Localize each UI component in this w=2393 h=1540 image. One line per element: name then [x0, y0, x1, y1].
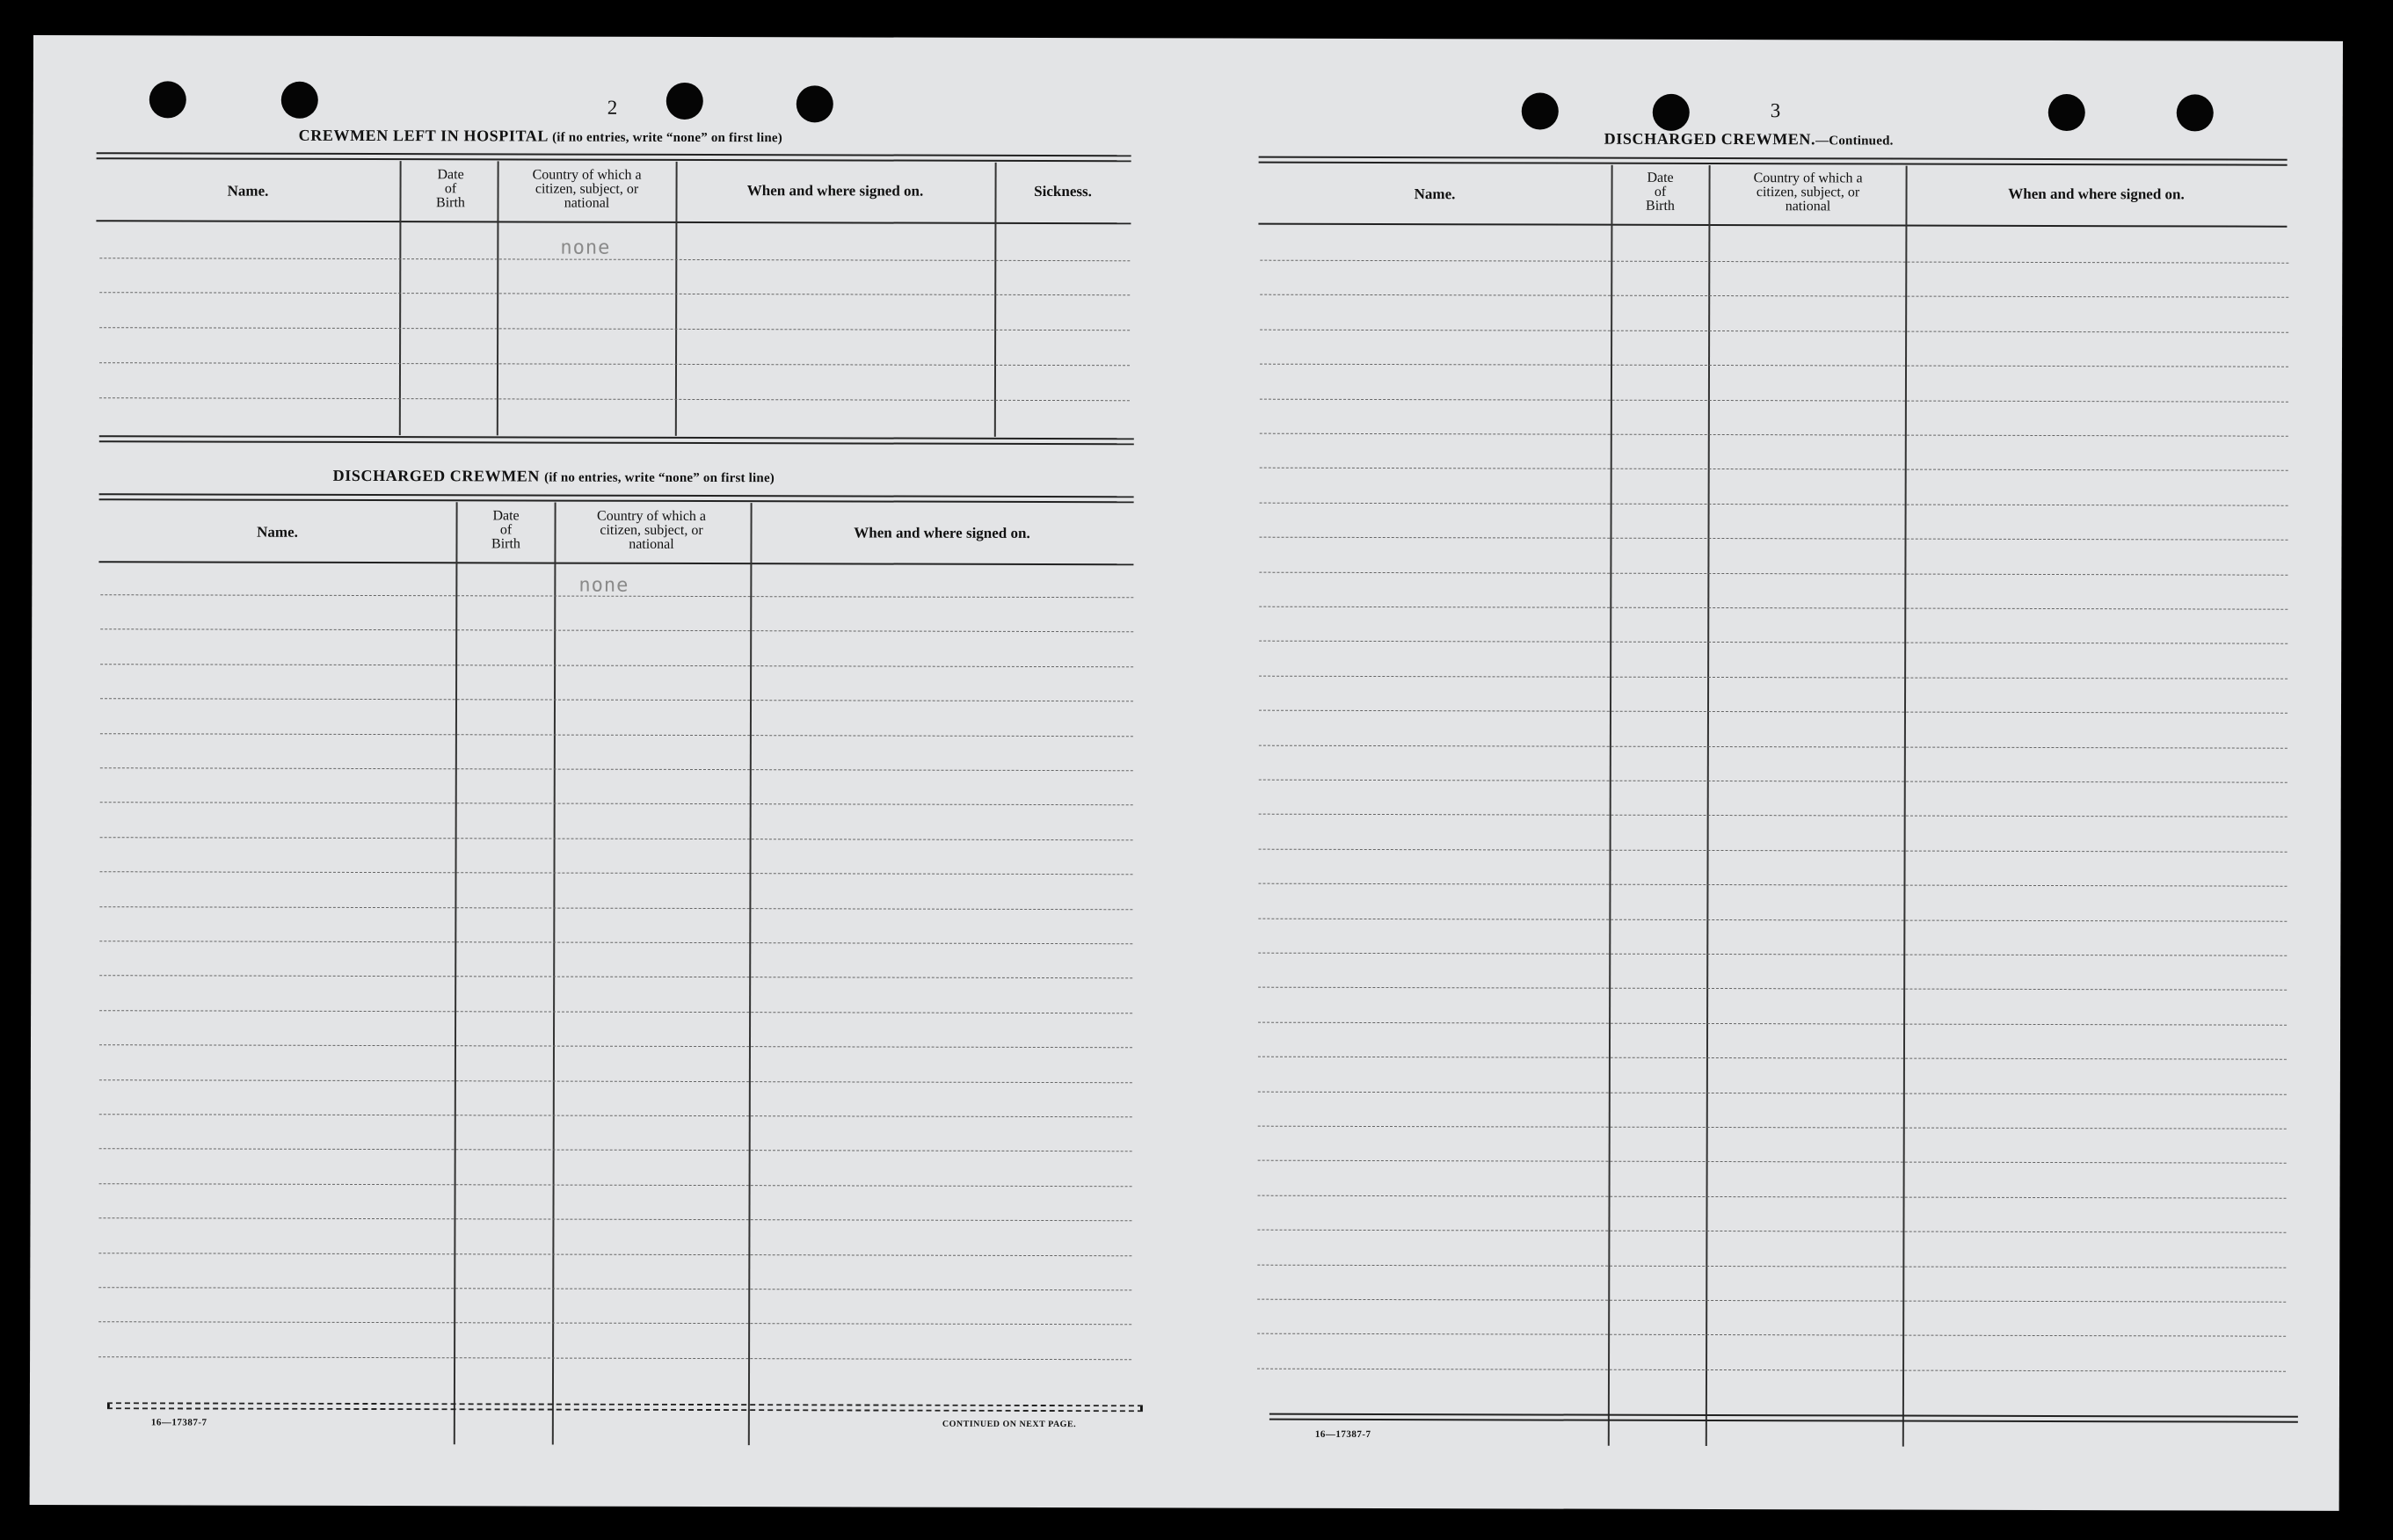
dashed-row: [1257, 1368, 2286, 1371]
discharged-col-divider: [552, 503, 556, 1445]
discharged-continued-title: [1604, 130, 1894, 149]
dashed-row: [1259, 641, 2288, 644]
right-col-divider: [1902, 166, 1908, 1447]
dashed-row: [1258, 987, 2287, 991]
dashed-row: [1259, 814, 2288, 817]
discharged-top-rule: [99, 493, 1134, 503]
dashed-row: [1257, 1230, 2286, 1233]
dashed-row: [1260, 537, 2288, 541]
discharged-col-country: Country of which a citizen, subject, or national: [597, 508, 707, 552]
page-number: 2: [607, 96, 618, 119]
dashed-row: [1259, 675, 2288, 679]
discharged-entry-none: none: [578, 574, 629, 597]
dashed-row: [1258, 1195, 2287, 1198]
hospital-col-sickness: Sickness.: [1034, 182, 1092, 200]
dashed-row: [98, 1356, 1131, 1360]
dashed-row: [1260, 364, 2288, 367]
dashed-row: [100, 803, 1133, 806]
discharged-col-divider: [748, 503, 753, 1445]
dashed-row: [100, 664, 1133, 667]
dashed-row: [1258, 953, 2287, 956]
right-col-divider: [1608, 165, 1613, 1446]
dashed-row: [1257, 1333, 2286, 1337]
left-page: [33, 35, 2343, 1430]
form-number: 16—17387-7: [150, 1417, 207, 1428]
dashed-row: [1259, 780, 2288, 783]
dashed-row: [100, 594, 1133, 598]
dashed-row: [1260, 260, 2288, 264]
dashed-row: [1259, 710, 2288, 714]
dashed-row: [100, 698, 1133, 701]
hospital-col-divider: [994, 163, 997, 437]
dashed-row: [99, 1183, 1132, 1187]
hospital-col-divider: [675, 162, 678, 436]
dashed-row: [99, 362, 1130, 366]
discharged-title-main: DISCHARGED CREWMEN: [332, 466, 541, 485]
form-number: 16—17387-7: [1314, 1428, 1371, 1440]
hospital-entry-none: none: [560, 236, 611, 259]
dashed-row: [100, 733, 1133, 737]
dashed-row: [99, 258, 1130, 261]
dashed-row: [1259, 571, 2288, 575]
discharged-section-title: [333, 467, 775, 486]
right-col-country: Country of which a citizen, subject, or national: [1753, 171, 1863, 214]
discharged-col-divider: [454, 502, 458, 1444]
punch-hole: [2048, 94, 2085, 131]
page-number: 3: [1770, 99, 1781, 122]
dashed-row: [1258, 883, 2287, 887]
dashed-row: [99, 327, 1130, 331]
right-col-signed-on: When and where signed on.: [2008, 185, 2185, 203]
dashed-row: [1258, 918, 2287, 921]
dashed-row: [99, 1114, 1132, 1117]
right-bottom-rule: [1269, 1413, 2298, 1423]
right-header-rule: [1258, 223, 2287, 228]
hospital-top-rule: [97, 152, 1131, 162]
dashed-row: [98, 1217, 1131, 1221]
hospital-col-dob: Date of Birth: [436, 167, 465, 211]
dashed-row: [98, 1253, 1131, 1256]
dashed-row: [99, 292, 1130, 295]
dashed-row: [1258, 1091, 2287, 1094]
continued-note: CONTINUED ON NEXT PAGE.: [942, 1419, 1077, 1430]
dashed-row: [99, 1079, 1132, 1083]
dashed-row: [1259, 848, 2288, 852]
discharged-col-dob: Date of Birth: [491, 508, 520, 552]
discharged-header-rule: [98, 561, 1133, 565]
punch-hole: [1653, 94, 1690, 131]
dashed-row: [1260, 294, 2288, 298]
dashed-row: [100, 767, 1133, 771]
hospital-section-title: [299, 127, 782, 146]
continued-title-note: —Continued.: [1815, 134, 1894, 149]
discharged-col-name: Name.: [257, 523, 298, 541]
dashed-row: [1258, 1126, 2287, 1130]
right-top-rule: [1259, 156, 2288, 166]
dashed-row: [99, 1010, 1132, 1013]
dashed-row: [99, 1149, 1132, 1152]
dashed-row: [99, 397, 1130, 401]
continued-title-main: DISCHARGED CREWMEN.: [1604, 129, 1816, 149]
punch-hole: [149, 81, 186, 118]
punch-hole: [796, 85, 833, 122]
dashed-row: [1257, 1299, 2286, 1303]
dashed-row: [1257, 1264, 2286, 1268]
dashed-row: [98, 1322, 1131, 1326]
punch-hole: [2177, 94, 2214, 131]
discharged-col-signed-on: When and where signed on.: [854, 524, 1030, 541]
hospital-title-note: (if no entries, write “none” on first line): [552, 130, 783, 146]
hospital-bottom-rule: [99, 435, 1134, 445]
dashed-row: [99, 906, 1132, 910]
hospital-col-signed-on: When and where signed on.: [746, 182, 924, 200]
hospital-col-divider: [399, 161, 402, 435]
dashed-row: [1260, 502, 2288, 505]
dashed-row: [1260, 329, 2288, 332]
punch-hole: [281, 82, 318, 119]
dashed-row: [100, 629, 1133, 633]
discharged-bottom-rule: [107, 1402, 1143, 1412]
right-col-name: Name.: [1414, 185, 1456, 203]
hospital-col-divider: [497, 161, 499, 435]
hospital-title-main: CREWMEN LEFT IN HOSPITAL: [298, 126, 549, 145]
dashed-row: [1260, 468, 2288, 471]
dashed-row: [99, 1044, 1132, 1048]
right-rows: [33, 35, 2343, 41]
dashed-row: [1258, 1160, 2287, 1164]
dashed-row: [1259, 745, 2288, 748]
hospital-col-country: Country of which a citizen, subject, or national: [532, 167, 642, 211]
hospital-col-name: Name.: [227, 182, 269, 200]
dashed-row: [100, 871, 1133, 875]
right-col-divider: [1706, 165, 1711, 1446]
punch-hole: [666, 83, 703, 120]
dashed-row: [1259, 607, 2288, 610]
discharged-title-note: (if no entries, write “none” on first line): [544, 470, 775, 486]
hospital-header-rule: [96, 220, 1131, 224]
dashed-row: [99, 976, 1132, 979]
dashed-row: [1258, 1021, 2287, 1025]
dashed-row: [1258, 1057, 2287, 1060]
dashed-row: [99, 941, 1132, 944]
discharged-rows: [33, 35, 2343, 41]
dashed-row: [100, 837, 1133, 840]
dashed-row: [1260, 398, 2288, 402]
dashed-row: [98, 1287, 1131, 1290]
punch-hole: [1522, 92, 1559, 129]
dashed-row: [1260, 433, 2288, 437]
ledger-sheet: [30, 35, 2343, 1511]
right-col-dob: Date of Birth: [1646, 170, 1675, 214]
